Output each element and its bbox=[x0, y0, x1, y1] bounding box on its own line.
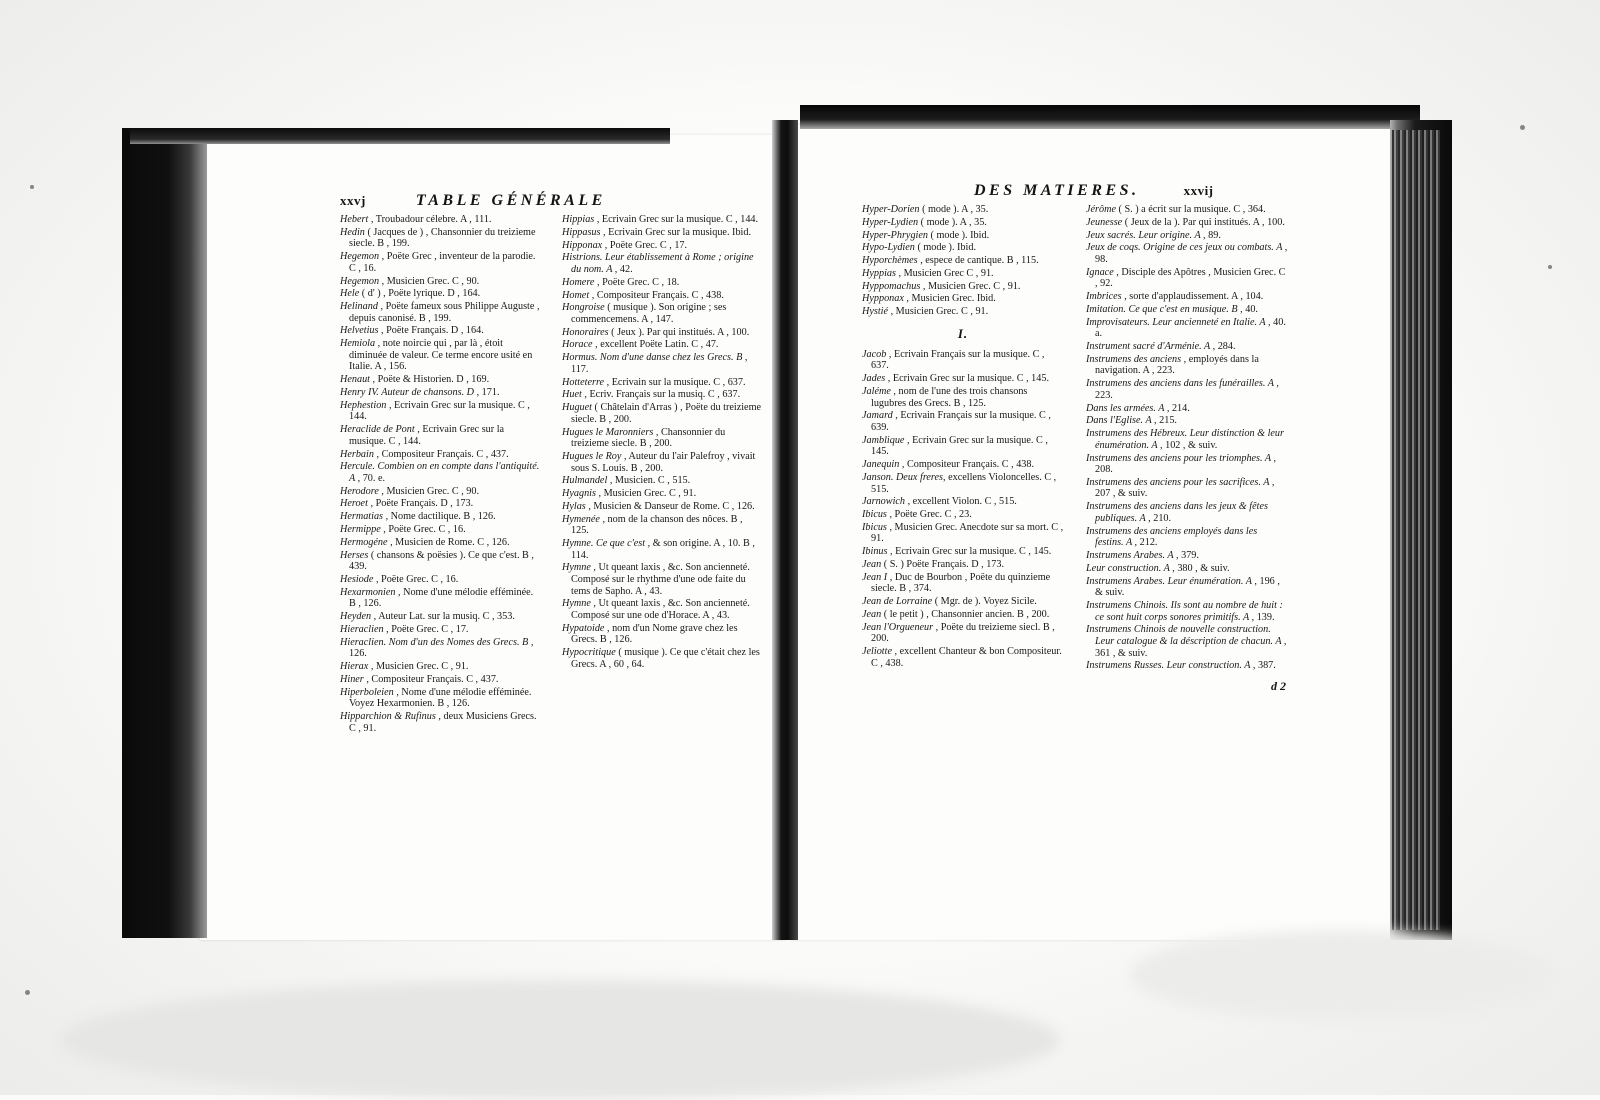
index-entry: Instrumens des anciens dans les funérailles. A , 223. bbox=[1086, 378, 1279, 401]
index-entry: Hyporchèmes , espece de cantique. B , 115. bbox=[862, 255, 1039, 267]
index-entry: Hypocritique ( musique ). Ce que c'était chez les Grecs. A , 60 , 64. bbox=[562, 647, 760, 670]
index-entry: Hyagnis , Musicien Grec. C , 91. bbox=[562, 488, 697, 500]
index-entry: Honoraires ( Jeux ). Par qui institués. A , 100. bbox=[562, 326, 750, 338]
index-entry: Jeux sacrés. Leur origine. A , 89. bbox=[1086, 229, 1221, 241]
index-entry: Jaléme , nom de l'une des trois chansons lugubres des Grecs. B , 125. bbox=[862, 386, 1028, 409]
index-column-3 bbox=[862, 204, 1064, 673]
index-entry: Hiperboleien , Nome d'une mélodie efféminée. Voyez Hexarmonien. B , 126. bbox=[340, 686, 532, 710]
index-entry: Hymne , Ut queant laxis , &c. Son ancienneté. Composé sur le rhythme d'une ode faite du tems de Sapho. A , 43. bbox=[562, 562, 750, 597]
index-entry: Henaut , Poëte & Historien. D , 169. bbox=[340, 374, 490, 386]
sheet-signature: d 2 bbox=[1271, 679, 1286, 694]
index-entry: Dans l'Eglise. A , 215. bbox=[1086, 415, 1177, 427]
index-entry: Imbrices , sorte d'applaudissement. A , 104. bbox=[1086, 291, 1264, 303]
index-entry: Hegemon , Poëte Grec , inventeur de la parodie. C , 16. bbox=[340, 251, 536, 274]
index-entry: Hugues le Roy , Auteur du l'air Palefroy , vivait sous S. Louis. B , 200. bbox=[562, 450, 756, 474]
index-entry: Hexarmonien , Nome d'une mélodie efféminée. B , 126. bbox=[340, 586, 534, 610]
index-entry: Hesiode , Poëte Grec. C , 16. bbox=[340, 573, 459, 585]
index-entry: Ibicus , Musicien Grec. Anecdote sur sa mort. C , 91. bbox=[862, 521, 1064, 545]
index-entry: Hyppias , Musicien Grec C , 91. bbox=[862, 267, 994, 279]
left-binding-shadow bbox=[122, 128, 207, 938]
index-entry: Jeux de coqs. Origine de ces jeux ou combats. A , 98. bbox=[1086, 242, 1288, 265]
index-entry: Jades , Ecrivain Grec sur la musique. C , 145. bbox=[862, 373, 1050, 385]
index-entry: Jérôme ( S. ) a écrit sur la musique. C , 364. bbox=[1086, 204, 1266, 215]
index-entry: Jacob , Ecrivain Français sur la musique. C , 637. bbox=[862, 348, 1045, 372]
index-entry: Hyper-Dorien ( mode ). A , 35. bbox=[862, 204, 989, 215]
index-entry: Hyper-Lydien ( mode ). A , 35. bbox=[862, 216, 987, 228]
index-entry: Improvisateurs. Leur ancienneté en Italie. A , 40. a. bbox=[1086, 316, 1286, 340]
index-entry: Homet , Compositeur Français. C , 438. bbox=[562, 289, 724, 301]
index-entry: Herbain , Compositeur Français. C , 437. bbox=[340, 448, 509, 460]
index-entry: Hypo-Lydien ( mode ). Ibid. bbox=[862, 242, 977, 254]
index-entry: Heroet , Poëte Français. D , 173. bbox=[340, 498, 474, 510]
left-page-columns bbox=[340, 214, 770, 735]
index-entry: Jean l'Orgueneur , Poëte du treizieme siecl. B , 200. bbox=[862, 621, 1055, 645]
index-entry: Instrumens Chinois. Ils sont au nombre de huit : ce sont huit corps sonores primitifs. A , 139. bbox=[1086, 599, 1283, 623]
index-entry: Hugues le Maronniers , Chansonnier du treizieme siecle. B , 200. bbox=[562, 426, 726, 450]
index-entry: Hermogéne , Musicien de Rome. C , 126. bbox=[340, 536, 510, 548]
index-entry: Imitation. Ce que c'est en musique. B , 40. bbox=[1086, 303, 1258, 315]
index-entry: Hegemon , Musicien Grec. C , 90. bbox=[340, 275, 480, 287]
index-entry: Hyppomachus , Musicien Grec. C , 91. bbox=[862, 280, 1021, 292]
index-entry: Jarnowich , excellent Violon. C , 515. bbox=[862, 496, 1017, 508]
index-entry: Helvetius , Poëte Français. D , 164. bbox=[340, 325, 484, 337]
toner-fleck bbox=[30, 185, 34, 189]
index-entry: Hele ( d' ) , Poëte lyrique. D , 164. bbox=[340, 288, 481, 300]
section-letter-heading: I. bbox=[957, 325, 969, 341]
index-entry: Hieraclien. Nom d'un des Nomes des Grecs. B , 126. bbox=[340, 636, 534, 660]
index-entry: Ignace , Disciple des Apôtres , Musicien Grec. C , 92. bbox=[1086, 266, 1286, 290]
index-entry: Homere , Poëte Grec. C , 18. bbox=[562, 276, 680, 288]
index-entry: Instrumens Arabes. A , 379. bbox=[1086, 550, 1199, 561]
index-entry: Instrumens des anciens dans les jeux & fêtes publiques. A , 210. bbox=[1086, 501, 1268, 524]
index-entry: Janequin , Compositeur Français. C , 438. bbox=[862, 459, 1035, 471]
index-column-2 bbox=[562, 214, 762, 735]
index-entry: Hotteterre , Ecrivain sur la musique. C , 637. bbox=[562, 376, 746, 388]
index-entry: Ibinus , Ecrivain Grec sur la musique. C , 145. bbox=[862, 546, 1052, 558]
right-running-head: DES MATIERES. bbox=[974, 182, 1140, 199]
index-entry: Hermatias , Nome dactilique. B , 126. bbox=[340, 511, 496, 523]
index-entry: Hormus. Nom d'une danse chez les Grecs. B , 117. bbox=[562, 352, 748, 375]
index-entry: Hercule. Combien on en compte dans l'antiquité. A , 70. e. bbox=[340, 461, 540, 484]
index-entry: Instrumens Russes. Leur construction. A , 387. bbox=[1086, 660, 1276, 672]
index-entry: Hipponax , Poëte Grec. C , 17. bbox=[562, 239, 688, 251]
left-top-shadow bbox=[130, 128, 670, 144]
scan-smudge bbox=[60, 980, 1060, 1100]
right-page-columns bbox=[862, 204, 1312, 673]
index-entry: Hymenée , nom de la chanson des nôces. B , 125. bbox=[562, 513, 743, 537]
index-entry: Heraclide de Pont , Ecrivain Grec sur la musique. C , 144. bbox=[340, 424, 505, 447]
index-entry: Hypatoide , nom d'un Nome grave chez les Grecs. B , 126. bbox=[562, 622, 738, 646]
index-entry: Huguet ( Châtelain d'Arras ) , Poëte du treizieme siecle. B , 200. bbox=[562, 402, 762, 425]
index-entry: Hongroise ( musique ). Son origine ; ses commencemens. A , 147. bbox=[562, 302, 727, 325]
index-entry: Hieraclien , Poëte Grec. C , 17. bbox=[340, 623, 469, 635]
index-entry: Hypponax , Musicien Grec. Ibid. bbox=[862, 293, 996, 305]
index-entry: Histrions. Leur établissement à Rome ; origine du nom. A , 42. bbox=[562, 252, 754, 275]
left-page-content bbox=[340, 192, 770, 735]
toner-fleck bbox=[25, 990, 30, 995]
page-edges-texture bbox=[1392, 130, 1440, 930]
index-entry: Hystié , Musicien Grec. C , 91. bbox=[862, 306, 989, 318]
index-entry: Jean de Lorraine ( Mgr. de ). Voyez Sicile. bbox=[862, 596, 1037, 608]
toner-fleck bbox=[1520, 125, 1525, 130]
index-entry: Ibicus , Poëte Grec. C , 23. bbox=[862, 509, 972, 521]
index-entry: Hiner , Compositeur Français. C , 437. bbox=[340, 673, 499, 685]
index-entry: Hippasus , Ecrivain Grec sur la musique. Ibid. bbox=[562, 226, 752, 238]
index-entry: Hephestion , Ecrivain Grec sur la musique. C , 144. bbox=[340, 399, 530, 423]
index-entry: Jean ( le petit ) , Chansonnier ancien. B , 200. bbox=[862, 608, 1050, 620]
index-entry: Horace , excellent Poëte Latin. C , 47. bbox=[562, 339, 719, 351]
index-entry: Instrumens Chinois de nouvelle construction. Leur catalogue & la déscription de chacun. A , 361 , & suiv. bbox=[1086, 624, 1287, 659]
index-entry: Instrumens des anciens employés dans les festins. A , 212. bbox=[1086, 525, 1258, 549]
right-top-shadow bbox=[800, 105, 1420, 129]
index-entry: Hebert , Troubadour célebre. A , 111. bbox=[340, 214, 492, 225]
scan-smudge bbox=[1130, 930, 1550, 1020]
index-entry: Hymne , Ut queant laxis , &c. Son ancienneté. Composé sur une ode d'Horace. A , 43. bbox=[562, 598, 750, 621]
index-entry: Jeunesse ( Jeux de la ). Par qui institués. A , 100. bbox=[1086, 216, 1285, 228]
index-entry: Hierax , Musicien Grec. C , 91. bbox=[340, 661, 469, 673]
index-entry: Hymne. Ce que c'est , & son origine. A , 10. B , 114. bbox=[562, 538, 755, 561]
index-entry: Instrumens des anciens pour les sacrifices. A , 207 , & suiv. bbox=[1086, 476, 1275, 500]
index-entry: Huet , Ecriv. Français sur la musiq. C , 637. bbox=[562, 389, 741, 401]
index-entry: Instrumens des anciens , employés dans la navigation. A , 223. bbox=[1086, 353, 1259, 377]
right-page-folio: xxvij bbox=[1183, 183, 1214, 198]
book-gutter-shadow bbox=[772, 120, 798, 940]
index-entry: Instrument sacré d'Arménie. A , 284. bbox=[1086, 341, 1236, 353]
index-entry: Jean ( S. ) Poëte Français. D , 173. bbox=[862, 559, 1005, 570]
left-page-header bbox=[340, 192, 770, 210]
index-entry: Herodore , Musicien Grec. C , 90. bbox=[340, 485, 480, 497]
index-entry: Helinand , Poëte fameux sous Philippe Auguste , depuis canonisé. B , 199. bbox=[340, 301, 540, 324]
index-entry: Hulmandel , Musicien. C , 515. bbox=[562, 475, 691, 487]
index-entry: Jamblique , Ecrivain Grec sur la musique. C , 145. bbox=[862, 434, 1048, 458]
index-entry: Hedin ( Jacques de ) , Chansonnier du treizieme siecle. B , 199. bbox=[340, 226, 536, 250]
right-page-header bbox=[862, 182, 1312, 200]
left-page-folio: xxvj bbox=[340, 193, 366, 208]
index-entry: Herses ( chansons & poësies ). Ce que c'est. B , 439. bbox=[340, 549, 534, 573]
index-entry: Janson. Deux freres, excellens Violoncelles. C , 515. bbox=[862, 471, 1057, 495]
toner-fleck bbox=[1548, 265, 1552, 269]
index-entry: Heyden , Auteur Lat. sur la musiq. C , 353. bbox=[340, 611, 515, 623]
index-entry: Hipparchion & Rufinus , deux Musiciens Grecs. C , 91. bbox=[340, 711, 537, 734]
index-entry: Jean I , Duc de Bourbon , Poëte du quinzieme siecle. B , 374. bbox=[862, 571, 1051, 595]
index-entry: Henry IV. Auteur de chansons. D , 171. bbox=[340, 387, 500, 398]
index-entry: Jeliotte , excellent Chanteur & bon Compositeur. C , 438. bbox=[862, 646, 1062, 669]
right-page-content bbox=[862, 182, 1312, 694]
index-entry: Leur construction. A , 380 , & suiv. bbox=[1086, 562, 1230, 574]
index-entry: Hemiola , note noircie qui , par là , étoit diminuée de valeur. Ce terme encore usité en Italie. A , 156. bbox=[340, 338, 533, 373]
index-entry: Hermippe , Poëte Grec. C , 16. bbox=[340, 524, 466, 536]
index-entry: Hylas , Musicien & Danseur de Rome. C , 126. bbox=[562, 500, 755, 512]
index-entry: Instrumens des Hébreux. Leur distinction & leur énumération. A , 102 , & suiv. bbox=[1086, 428, 1284, 451]
index-entry: Jamard , Ecrivain Français sur la musique. C , 639. bbox=[862, 410, 1051, 433]
index-entry: Instrumens des anciens pour les triomphes. A , 208. bbox=[1086, 452, 1277, 476]
index-column-1 bbox=[340, 214, 540, 735]
index-entry: Instrumens Arabes. Leur énumération. A , 196 , & suiv. bbox=[1086, 575, 1280, 599]
index-column-4 bbox=[1086, 204, 1288, 673]
index-entry: Hyper-Phrygien ( mode ). Ibid. bbox=[862, 229, 990, 241]
left-running-head: TABLE GÉNÉRALE bbox=[415, 192, 606, 209]
index-entry: Hippias , Ecrivain Grec sur la musique. C , 144. bbox=[562, 214, 759, 225]
index-entry: Dans les armées. A , 214. bbox=[1086, 402, 1190, 414]
